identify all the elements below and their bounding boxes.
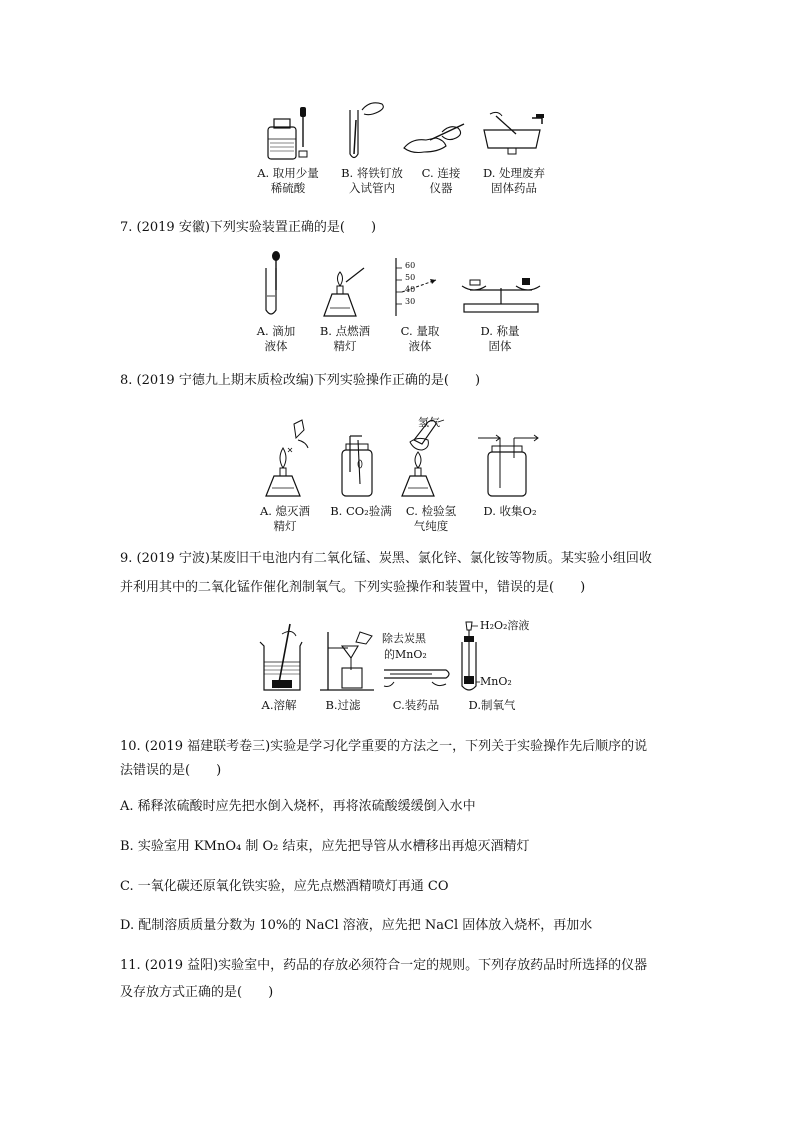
q10-stem-line2: 法错误的是( )	[120, 763, 222, 778]
q10-option-c: C. 一氧化碳还原氧化铁实验，应先点燃酒精喷灯再通 CO	[120, 879, 449, 894]
q6-caption-a-line2: 稀硫酸	[270, 181, 306, 195]
q8-label-hydrogen: 氢气	[418, 416, 440, 429]
sink-waste-drawing	[476, 110, 548, 158]
connect-apparatus-drawing	[402, 118, 468, 158]
q7-figure-c	[392, 256, 448, 320]
q6-caption-b	[332, 166, 412, 196]
q8-figure-b	[336, 432, 380, 498]
co2-jar-drawing	[336, 432, 380, 498]
q9-caption-b	[316, 698, 370, 713]
graduated-cylinder-drawing	[392, 256, 448, 320]
q6-caption-a-line1: A. 取用少量	[257, 166, 319, 180]
q7-caption-c-line1: C. 量取	[400, 324, 440, 338]
lamp-lighting-drawing	[318, 266, 368, 320]
beaker-dissolve-drawing	[256, 622, 306, 694]
q6-caption-d-line1: D. 处理废弃	[482, 166, 546, 180]
reagent-bottle-dropper-drawing	[262, 105, 322, 163]
q8-caption-a-line2: 精灯	[273, 519, 297, 533]
dropper-test-tube-drawing	[256, 250, 296, 320]
q8-caption-c	[396, 504, 466, 534]
q6-caption-c	[406, 166, 476, 196]
q7-figure-a	[256, 250, 296, 320]
q9-caption-a	[252, 698, 306, 713]
q8-caption-c-line1: C. 检验氢	[405, 504, 457, 518]
q9-caption-d-line1: D.制氧气	[468, 698, 516, 712]
q8-caption-a-line1: A. 熄灭酒	[259, 504, 311, 518]
q7-figure-b	[318, 266, 368, 320]
q6-figure-d	[476, 110, 548, 158]
test-tube-nail-drawing	[340, 98, 390, 163]
q8-caption-a	[250, 504, 320, 534]
q6-caption-d	[472, 166, 556, 196]
balance-drawing	[456, 272, 546, 320]
q9-figure-a	[256, 622, 306, 694]
q7-caption-b-line2: 精灯	[333, 339, 357, 353]
q7-figure-d	[456, 272, 546, 320]
q7-caption-a-line2: 液体	[264, 339, 288, 353]
q8-stem: 8. (2019 宁德九上期末质检改编)下列实验操作正确的是( )	[120, 373, 481, 388]
q6-caption-d-line2: 固体药品	[491, 181, 537, 195]
q10-stem-line1: 10. (2019 福建联考卷三)实验是学习化学重要的方法之一，下列关于实验操作先后顺序的说	[120, 739, 648, 754]
q8-caption-c-line2: 气纯度	[413, 519, 449, 533]
q8-caption-d-line1: D. 收集O₂	[483, 504, 537, 518]
q9-caption-a-line1: A.溶解	[261, 698, 297, 712]
q8-figure-a	[262, 418, 318, 500]
q7-caption-a-line1: A. 滴加	[256, 324, 296, 338]
q9-figure-b	[318, 628, 376, 694]
q10-option-a: A. 稀释浓硫酸时应先把水倒入烧杯，再将浓硫酸缓缓倒入水中	[120, 799, 476, 814]
q9-stem-line2: 并利用其中的二氧化锰作催化剂制氧气。下列实验操作和装置中，错误的是( )	[120, 580, 586, 595]
q9-label-h2o2: H₂O₂溶液	[480, 619, 530, 632]
q6-caption-b-line1: B. 将铁钉放	[341, 166, 403, 180]
q11-stem-line1: 11. (2019 益阳)实验室中，药品的存放必须符合一定的规则。下列存放药品时所选择的仪器	[120, 958, 648, 973]
q9-stem-line1: 9. (2019 宁波)某废旧干电池内有二氧化锰、炭黑、氯化锌、氯化铵等物质。某实验小组回收	[120, 551, 652, 566]
q7-caption-d	[470, 324, 530, 354]
q9-caption-c-line1: C.装药品	[392, 698, 440, 712]
q6-figure-c	[402, 118, 468, 158]
q7-scale-tick-30: 30	[405, 297, 416, 306]
q9-figure-d	[458, 616, 548, 694]
q7-caption-c-line2: 液体	[408, 339, 432, 353]
filtration-drawing	[318, 628, 376, 694]
q7-scale-tick-40: 40	[405, 285, 416, 294]
q8-figure-d	[476, 432, 540, 498]
q7-caption-d-line1: D. 称量	[480, 324, 520, 338]
q9-caption-d	[460, 698, 524, 713]
q7-caption-c	[390, 324, 450, 354]
q7-caption-b-line1: B. 点燃酒	[319, 324, 371, 338]
q9-figure-c	[380, 630, 454, 692]
q7-scale-tick-50: 50	[405, 273, 416, 282]
q9-caption-b-line1: B.过滤	[325, 698, 361, 712]
q7-scale-tick-60: 60	[405, 261, 416, 270]
q8-caption-b-line1: B. CO₂验满	[330, 504, 392, 518]
q7-caption-a	[246, 324, 306, 354]
blow-out-lamp-drawing	[262, 418, 318, 500]
q6-figure-a	[262, 105, 322, 163]
q7-stem: 7. (2019 安徽)下列实验装置正确的是( )	[120, 220, 377, 235]
q9-label-mno2: MnO₂	[480, 675, 512, 688]
q9-label-remove-carbon-line2: 的MnO₂	[384, 648, 427, 661]
q6-caption-c-line1: C. 连接	[421, 166, 461, 180]
q6-figure-b	[340, 98, 390, 163]
q6-caption-a	[248, 166, 328, 196]
q8-figure-c	[398, 414, 458, 500]
q6-caption-c-line2: 仪器	[429, 181, 453, 195]
q7-caption-b	[310, 324, 380, 354]
q7-caption-d-line2: 固体	[488, 339, 512, 353]
q10-option-b: B. 实验室用 KMnO₄ 制 O₂ 结束，应先把导管从水槽移出再熄灭酒精灯	[120, 839, 530, 854]
q8-caption-d	[470, 504, 550, 519]
q9-caption-c	[384, 698, 448, 713]
q10-option-d: D. 配制溶质质量分数为 10%的 NaCl 溶液，应先把 NaCl 固体放入烧杯，再加水	[120, 918, 593, 933]
q9-label-remove-carbon-line1: 除去炭黑	[382, 632, 426, 645]
q6-caption-b-line2: 入试管内	[349, 181, 395, 195]
gas-collection-bottle-drawing	[476, 432, 540, 498]
q11-stem-line2: 及存放方式正确的是( )	[120, 985, 274, 1000]
q8-caption-b	[318, 504, 404, 519]
